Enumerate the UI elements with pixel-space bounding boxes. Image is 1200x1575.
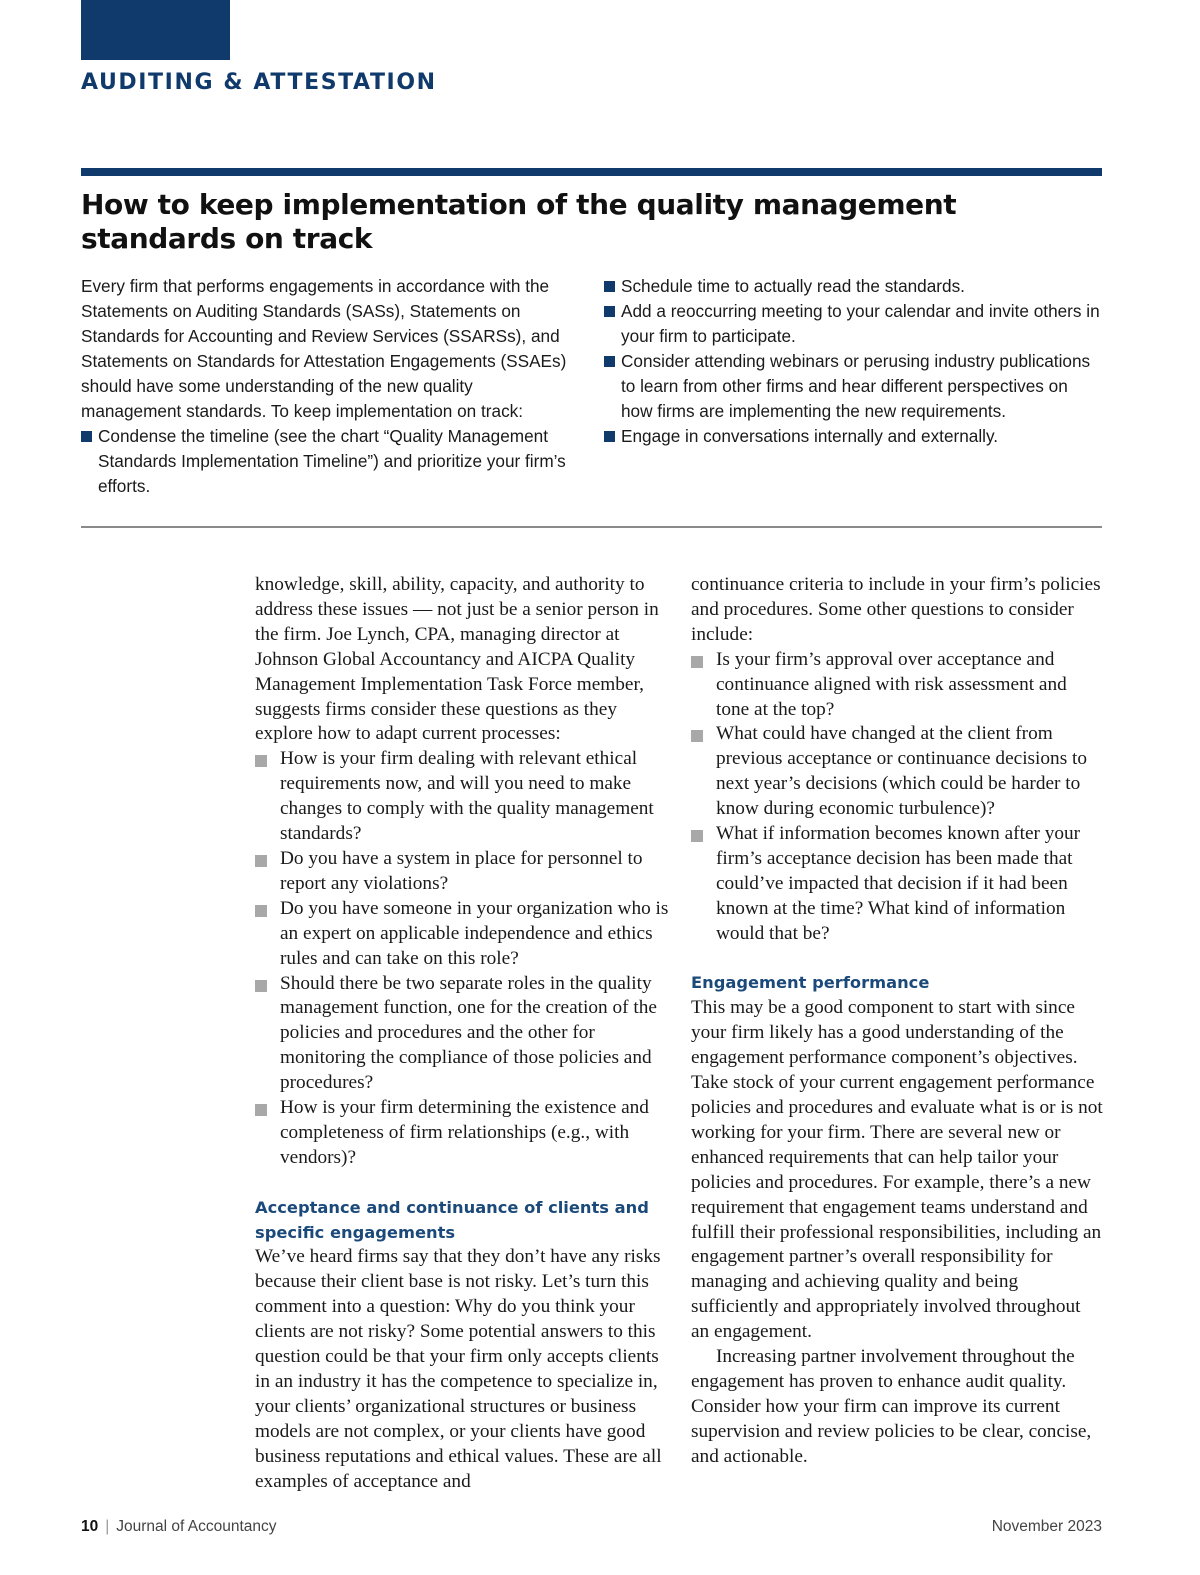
square-bullet-icon bbox=[255, 905, 267, 917]
square-bullet-icon bbox=[255, 1104, 267, 1116]
article-column-right bbox=[691, 573, 1103, 1470]
list-item bbox=[604, 274, 1104, 299]
list-item bbox=[255, 897, 670, 972]
list-item-text: Add a reoccurring meeting to your calendar and invite others in your firm to participate. bbox=[621, 301, 1100, 346]
sidebar-right-column bbox=[604, 274, 1104, 449]
list-item-text: Schedule time to actually read the standards. bbox=[621, 276, 965, 296]
sidebar-title-line-1: How to keep implementation of the quality management bbox=[81, 188, 957, 221]
square-bullet-icon bbox=[691, 730, 703, 742]
article-paragraph: This may be a good component to start with since your firm likely has a good understanding of the engagement performance component’s objectives. Take stock of your current engagement performance policies and procedures and evaluate what is or is not working for your firm. There are several new or enhanced requirements that can help tailor your policies and procedures. For example, there’s a new requirement that engagement teams understand and fulfill their professional responsibilities, including an engagement partner’s overall responsibility for managing and achieving quality and being sufficiently and appropriately involved throughout an engagement. bbox=[691, 997, 1103, 1343]
list-item-text: Consider attending webinars or perusing industry publications to learn from other firms and hear different perspectives on how firms are implementing the new requirements. bbox=[621, 351, 1091, 421]
header-color-block bbox=[81, 0, 230, 60]
list-item-text: How is your firm determining the existence and completeness of firm relationships (e.g., with vendors)? bbox=[280, 1097, 649, 1168]
sidebar-title bbox=[81, 188, 981, 256]
article-paragraph: We’ve heard firms say that they don’t have any risks because their client base is not risky. Let’s turn this comment into a question: Why do you think your clients are not risky? Some potential answers to this question could be that your firm only accepts clients in an industry it has the competence to specialize in, your clients’ organizational structures or business models are not complex, or your clients have good business reputations and ethical values. These are all examples of acceptance and bbox=[255, 1246, 662, 1492]
list-item-text: Do you have someone in your organization who is an expert on applicable independence and ethics rules and can take on this role? bbox=[280, 897, 669, 969]
list-item-text: What could have changed at the client from previous acceptance or continuance decisions to next year’s decisions (which could be harder to know during economic turbulence)? bbox=[716, 723, 1088, 820]
list-item bbox=[255, 747, 670, 847]
sidebar-left-column bbox=[81, 274, 571, 499]
list-item bbox=[604, 349, 1104, 424]
section-spacer bbox=[691, 947, 1103, 972]
square-bullet-icon bbox=[691, 656, 703, 668]
footer-left bbox=[81, 1518, 277, 1536]
square-bullet-icon bbox=[81, 431, 92, 442]
sidebar-title-line-2: standards on track bbox=[81, 222, 373, 255]
list-item bbox=[691, 648, 1103, 723]
list-item bbox=[255, 972, 670, 1097]
square-bullet-icon bbox=[604, 306, 615, 317]
list-item bbox=[604, 424, 1104, 449]
list-item bbox=[255, 1096, 670, 1171]
list-item bbox=[604, 299, 1104, 349]
acceptance-heading: Acceptance and continuance of clients and specific engagements bbox=[255, 1197, 649, 1242]
square-bullet-icon bbox=[604, 281, 615, 292]
list-item-text: How is your firm dealing with relevant ethical requirements now, and will you need to make changes to comply with the quality management standards? bbox=[280, 748, 654, 845]
article-paragraph: knowledge, skill, ability, capacity, and authority to address these issues — not just be a senior person in the firm. Joe Lynch, CPA, managing director at Johnson Global Accountancy and AICPA Quality Management Implementation Task Force member, suggests firms consider these questions as they explore how to adapt current processes: bbox=[255, 574, 659, 745]
sidebar-bottom-rule bbox=[81, 526, 1102, 528]
list-item-text: Condense the timeline (see the chart “Quality Management Standards Implementation Timeline”) and prioritize your firm’s efforts. bbox=[98, 426, 566, 496]
article-paragraph: continuance criteria to include in your firm’s policies and procedures. Some other questions to consider include: bbox=[691, 574, 1101, 645]
list-item-text: What if information becomes known after your firm’s acceptance decision has been made that could’ve impacted that decision if it had been known at the time? What kind of information would that be? bbox=[716, 823, 1081, 944]
list-item bbox=[691, 822, 1103, 947]
square-bullet-icon bbox=[604, 356, 615, 367]
square-bullet-icon bbox=[604, 431, 615, 442]
sidebar-top-rule bbox=[81, 168, 1102, 176]
article-paragraph: Increasing partner involvement throughout the engagement has proven to enhance audit quality. Consider how your firm can improve its current supervision and review policies to be clear, concise, and actionable. bbox=[691, 1346, 1092, 1467]
acceptance-questions-list bbox=[691, 648, 1103, 947]
ethics-questions-list bbox=[255, 747, 670, 1170]
list-item-text: Should there be two separate roles in the quality management function, one for the creation of the policies and procedures and the other for monitoring the compliance of those policies and procedures? bbox=[280, 972, 657, 1094]
list-item bbox=[255, 847, 670, 897]
square-bullet-icon bbox=[691, 830, 703, 842]
publication-name: Journal of Accountancy bbox=[116, 1518, 277, 1535]
list-item-text: Is your firm’s approval over acceptance and continuance aligned with risk assessment and tone at the top? bbox=[716, 648, 1067, 720]
list-item bbox=[691, 722, 1103, 822]
engagement-heading: Engagement performance bbox=[691, 973, 930, 993]
article-column-left bbox=[255, 573, 670, 1495]
footer-divider: | bbox=[105, 1518, 110, 1535]
list-item-text: Do you have a system in place for personnel to report any violations? bbox=[280, 847, 643, 894]
list-item bbox=[81, 424, 571, 499]
sidebar-left-list bbox=[81, 424, 571, 499]
issue-date: November 2023 bbox=[991, 1518, 1102, 1535]
page-number: 10 bbox=[81, 1518, 99, 1535]
list-item-text: Engage in conversations internally and externally. bbox=[621, 426, 999, 446]
section-spacer bbox=[255, 1171, 670, 1196]
square-bullet-icon bbox=[255, 980, 267, 992]
square-bullet-icon bbox=[255, 855, 267, 867]
sidebar-right-list bbox=[604, 274, 1104, 449]
section-label: AUDITING & ATTESTATION bbox=[81, 70, 437, 95]
square-bullet-icon bbox=[255, 755, 267, 767]
sidebar-intro: Every firm that performs engagements in accordance with the Statements on Auditing Standards (SASs), Statements on Standards for Accounting and Review Services (SSARSs), and Statements on Standards for Attestation Engagements (SSAEs) should have some understanding of the new quality management standards. To keep implementation on track: bbox=[81, 276, 567, 421]
